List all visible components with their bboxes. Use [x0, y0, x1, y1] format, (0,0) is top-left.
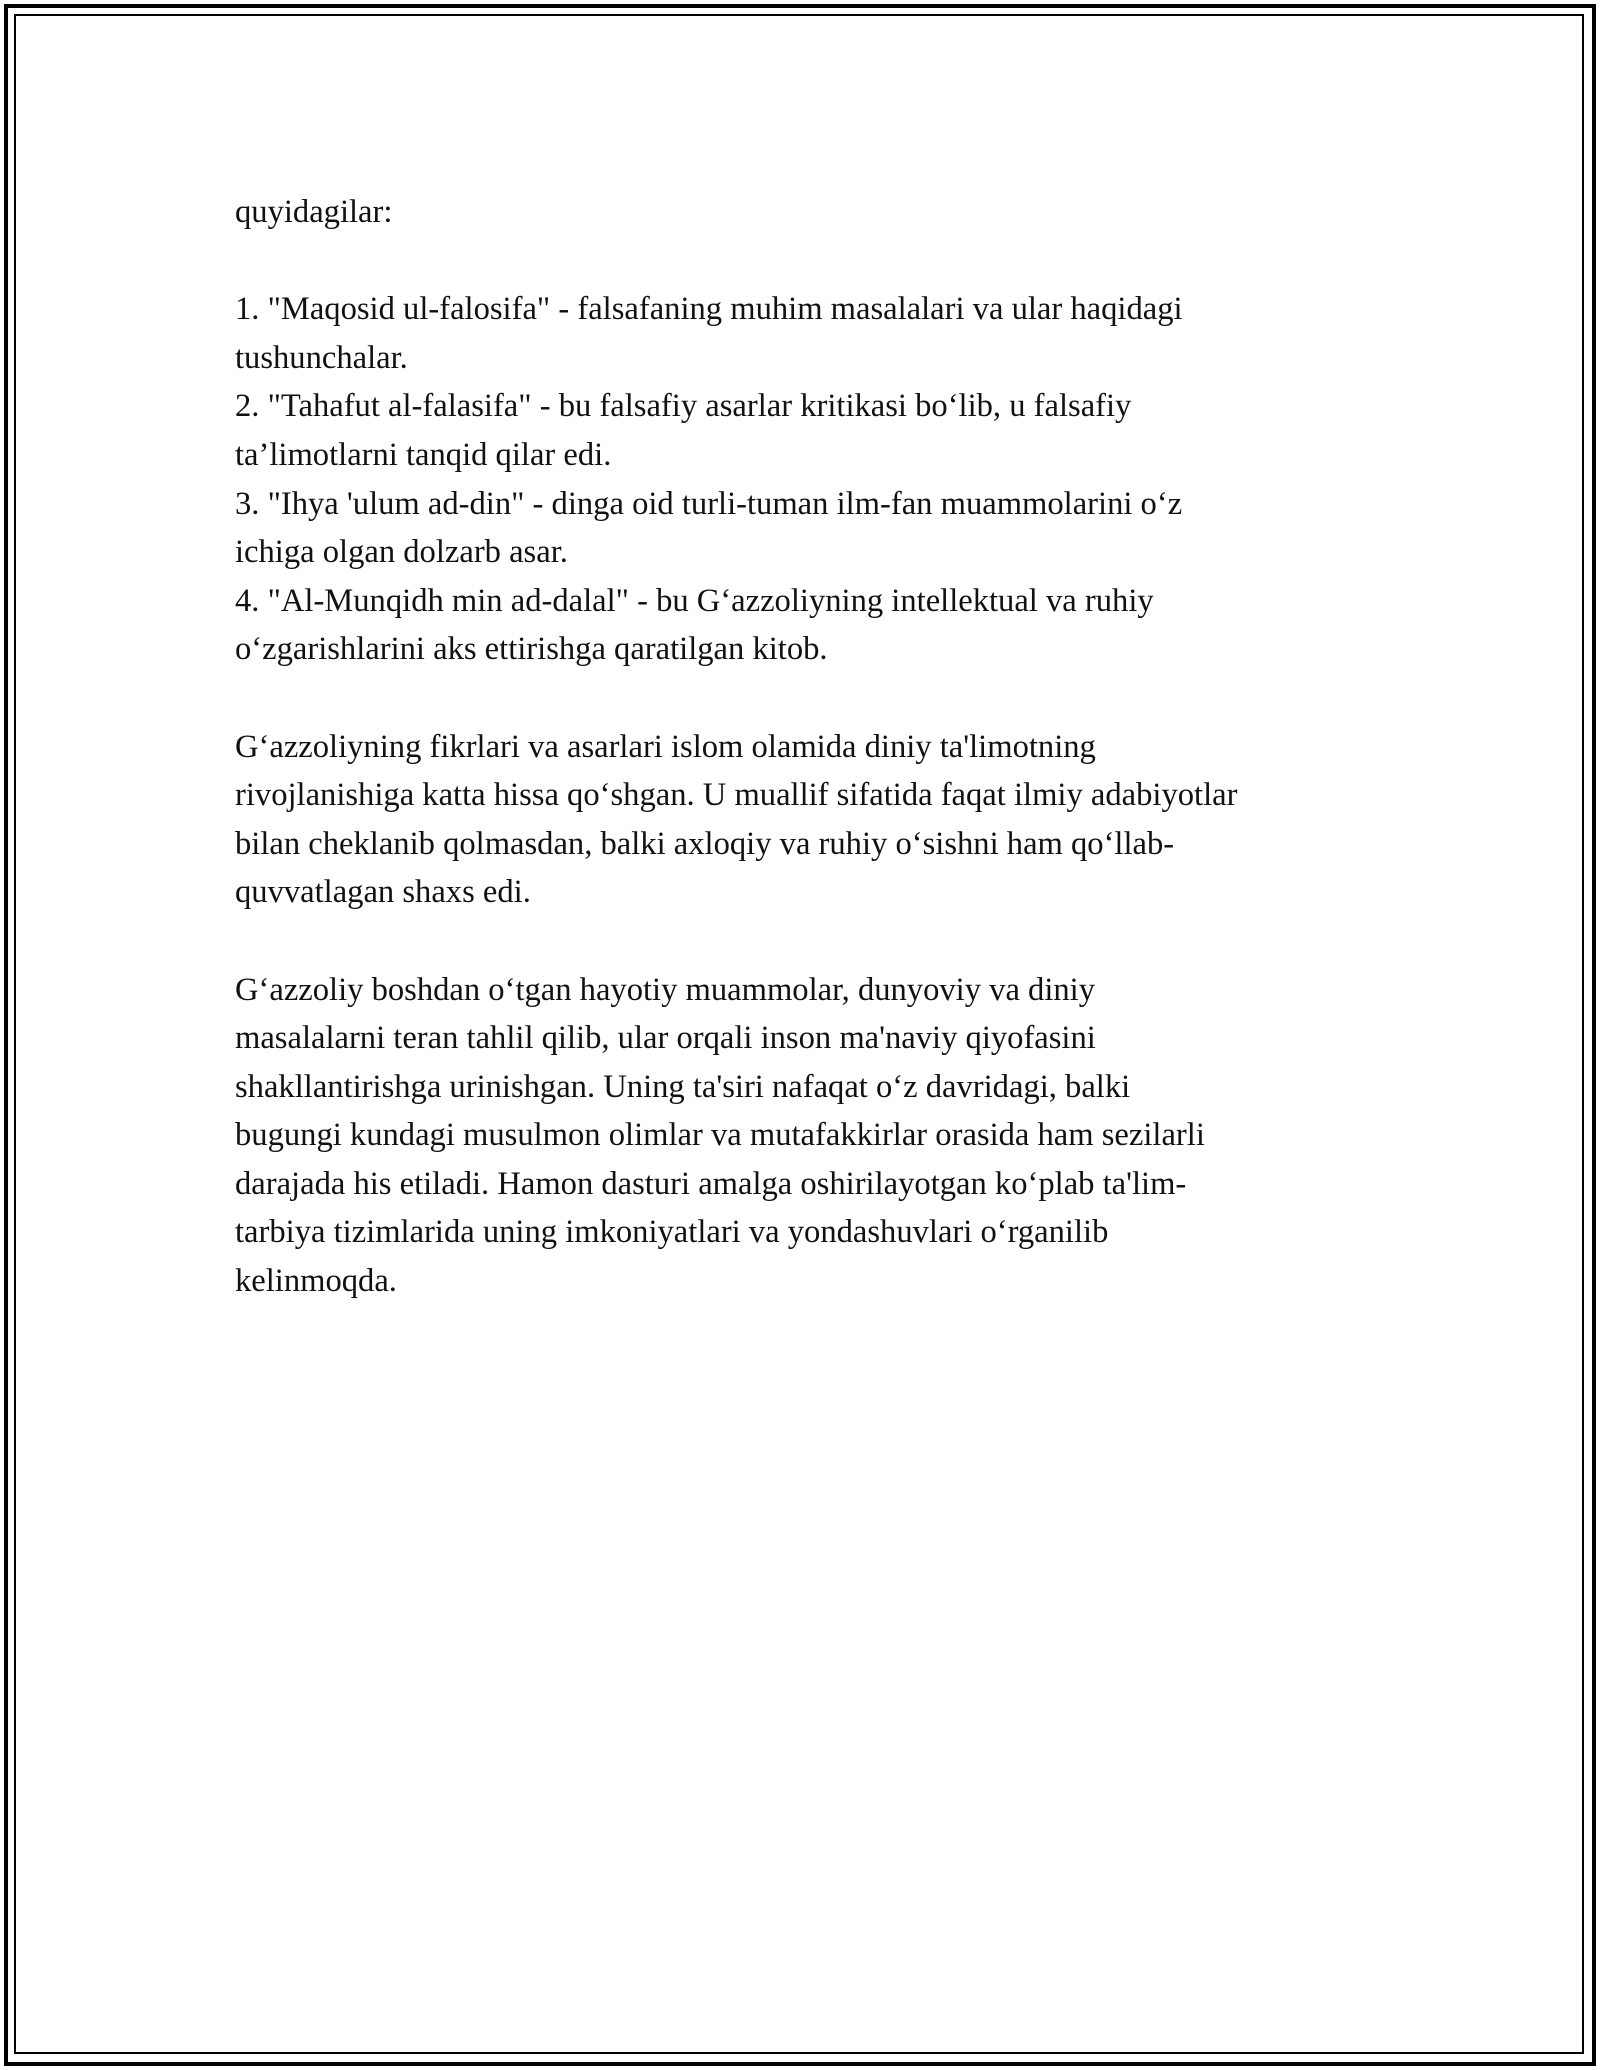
- blank-line: [235, 917, 1370, 966]
- list-item: [235, 480, 1370, 577]
- list-item-line: o‘zgarishlarini aks ettirishga qaratilgan kitob.: [235, 631, 828, 668]
- intro-line: quyidagilar:: [235, 194, 393, 230]
- paragraph-legacy: [235, 966, 1370, 1306]
- list-item-line: ta’limotlarni tanqid qilar edi.: [235, 436, 612, 473]
- list-item-line: 4. "Al-Munqidh min ad-dalal" - bu G‘azzoliyning intellektual va ruhiy: [235, 582, 1154, 619]
- paragraph-line: tarbiya tizimlarida uning imkoniyatlari va yondashuvlari o‘rganilib: [235, 1214, 1109, 1251]
- list-item: [235, 382, 1370, 479]
- list-item-line: 1. "Maqosid ul-falosifa" - falsafaning muhim masalalari va ular haqidagi: [235, 291, 1183, 328]
- list-item: [235, 577, 1370, 674]
- list-item-line: tushunchalar.: [235, 339, 408, 376]
- paragraph-line: shakllantirishga urinishgan. Uning ta'siri nafaqat o‘z davridagi, balki: [235, 1068, 1131, 1105]
- list-item-line: 2. "Tahafut al-falasifa" - bu falsafiy asarlar kritikasi bo‘lib, u falsafiy: [235, 388, 1132, 425]
- paragraph-line: G‘azzoliy boshdan o‘tgan hayotiy muammolar, dunyoviy va diniy: [235, 971, 1096, 1008]
- works-list: [235, 285, 1370, 674]
- document-body: [235, 188, 1370, 1306]
- paragraph-line: darajada his etiladi. Hamon dasturi amalga oshirilayotgan ko‘plab ta'lim-: [235, 1165, 1187, 1202]
- paragraph-line: masalalarni teran tahlil qilib, ular orqali inson ma'naviy qiyofasini: [235, 1020, 1096, 1057]
- blank-line: [235, 674, 1370, 723]
- paragraph-line: quvvatlagan shaxs edi.: [235, 874, 531, 911]
- list-item: [235, 285, 1370, 382]
- paragraph-line: rivojlanishiga katta hissa qo‘shgan. U muallif sifatida faqat ilmiy adabiyotlar: [235, 777, 1238, 814]
- paragraph-line: bugungi kundagi musulmon olimlar va mutafakkirlar orasida ham sezilarli: [235, 1117, 1205, 1154]
- list-item-line: 3. "Ihya 'ulum ad-din" - dinga oid turli-tuman ilm-fan muammolarini o‘z: [235, 485, 1183, 522]
- paragraph-influence: [235, 723, 1370, 917]
- paragraph-line: bilan cheklanib qolmasdan, balki axloqiy va ruhiy o‘sishni ham qo‘llab-: [235, 825, 1175, 862]
- list-item-line: ichiga olgan dolzarb asar.: [235, 534, 568, 571]
- paragraph-line: kelinmoqda.: [235, 1263, 397, 1300]
- blank-line: [235, 237, 1370, 286]
- paragraph-line: G‘azzoliyning fikrlari va asarlari islom olamida diniy ta'limotning: [235, 728, 1096, 765]
